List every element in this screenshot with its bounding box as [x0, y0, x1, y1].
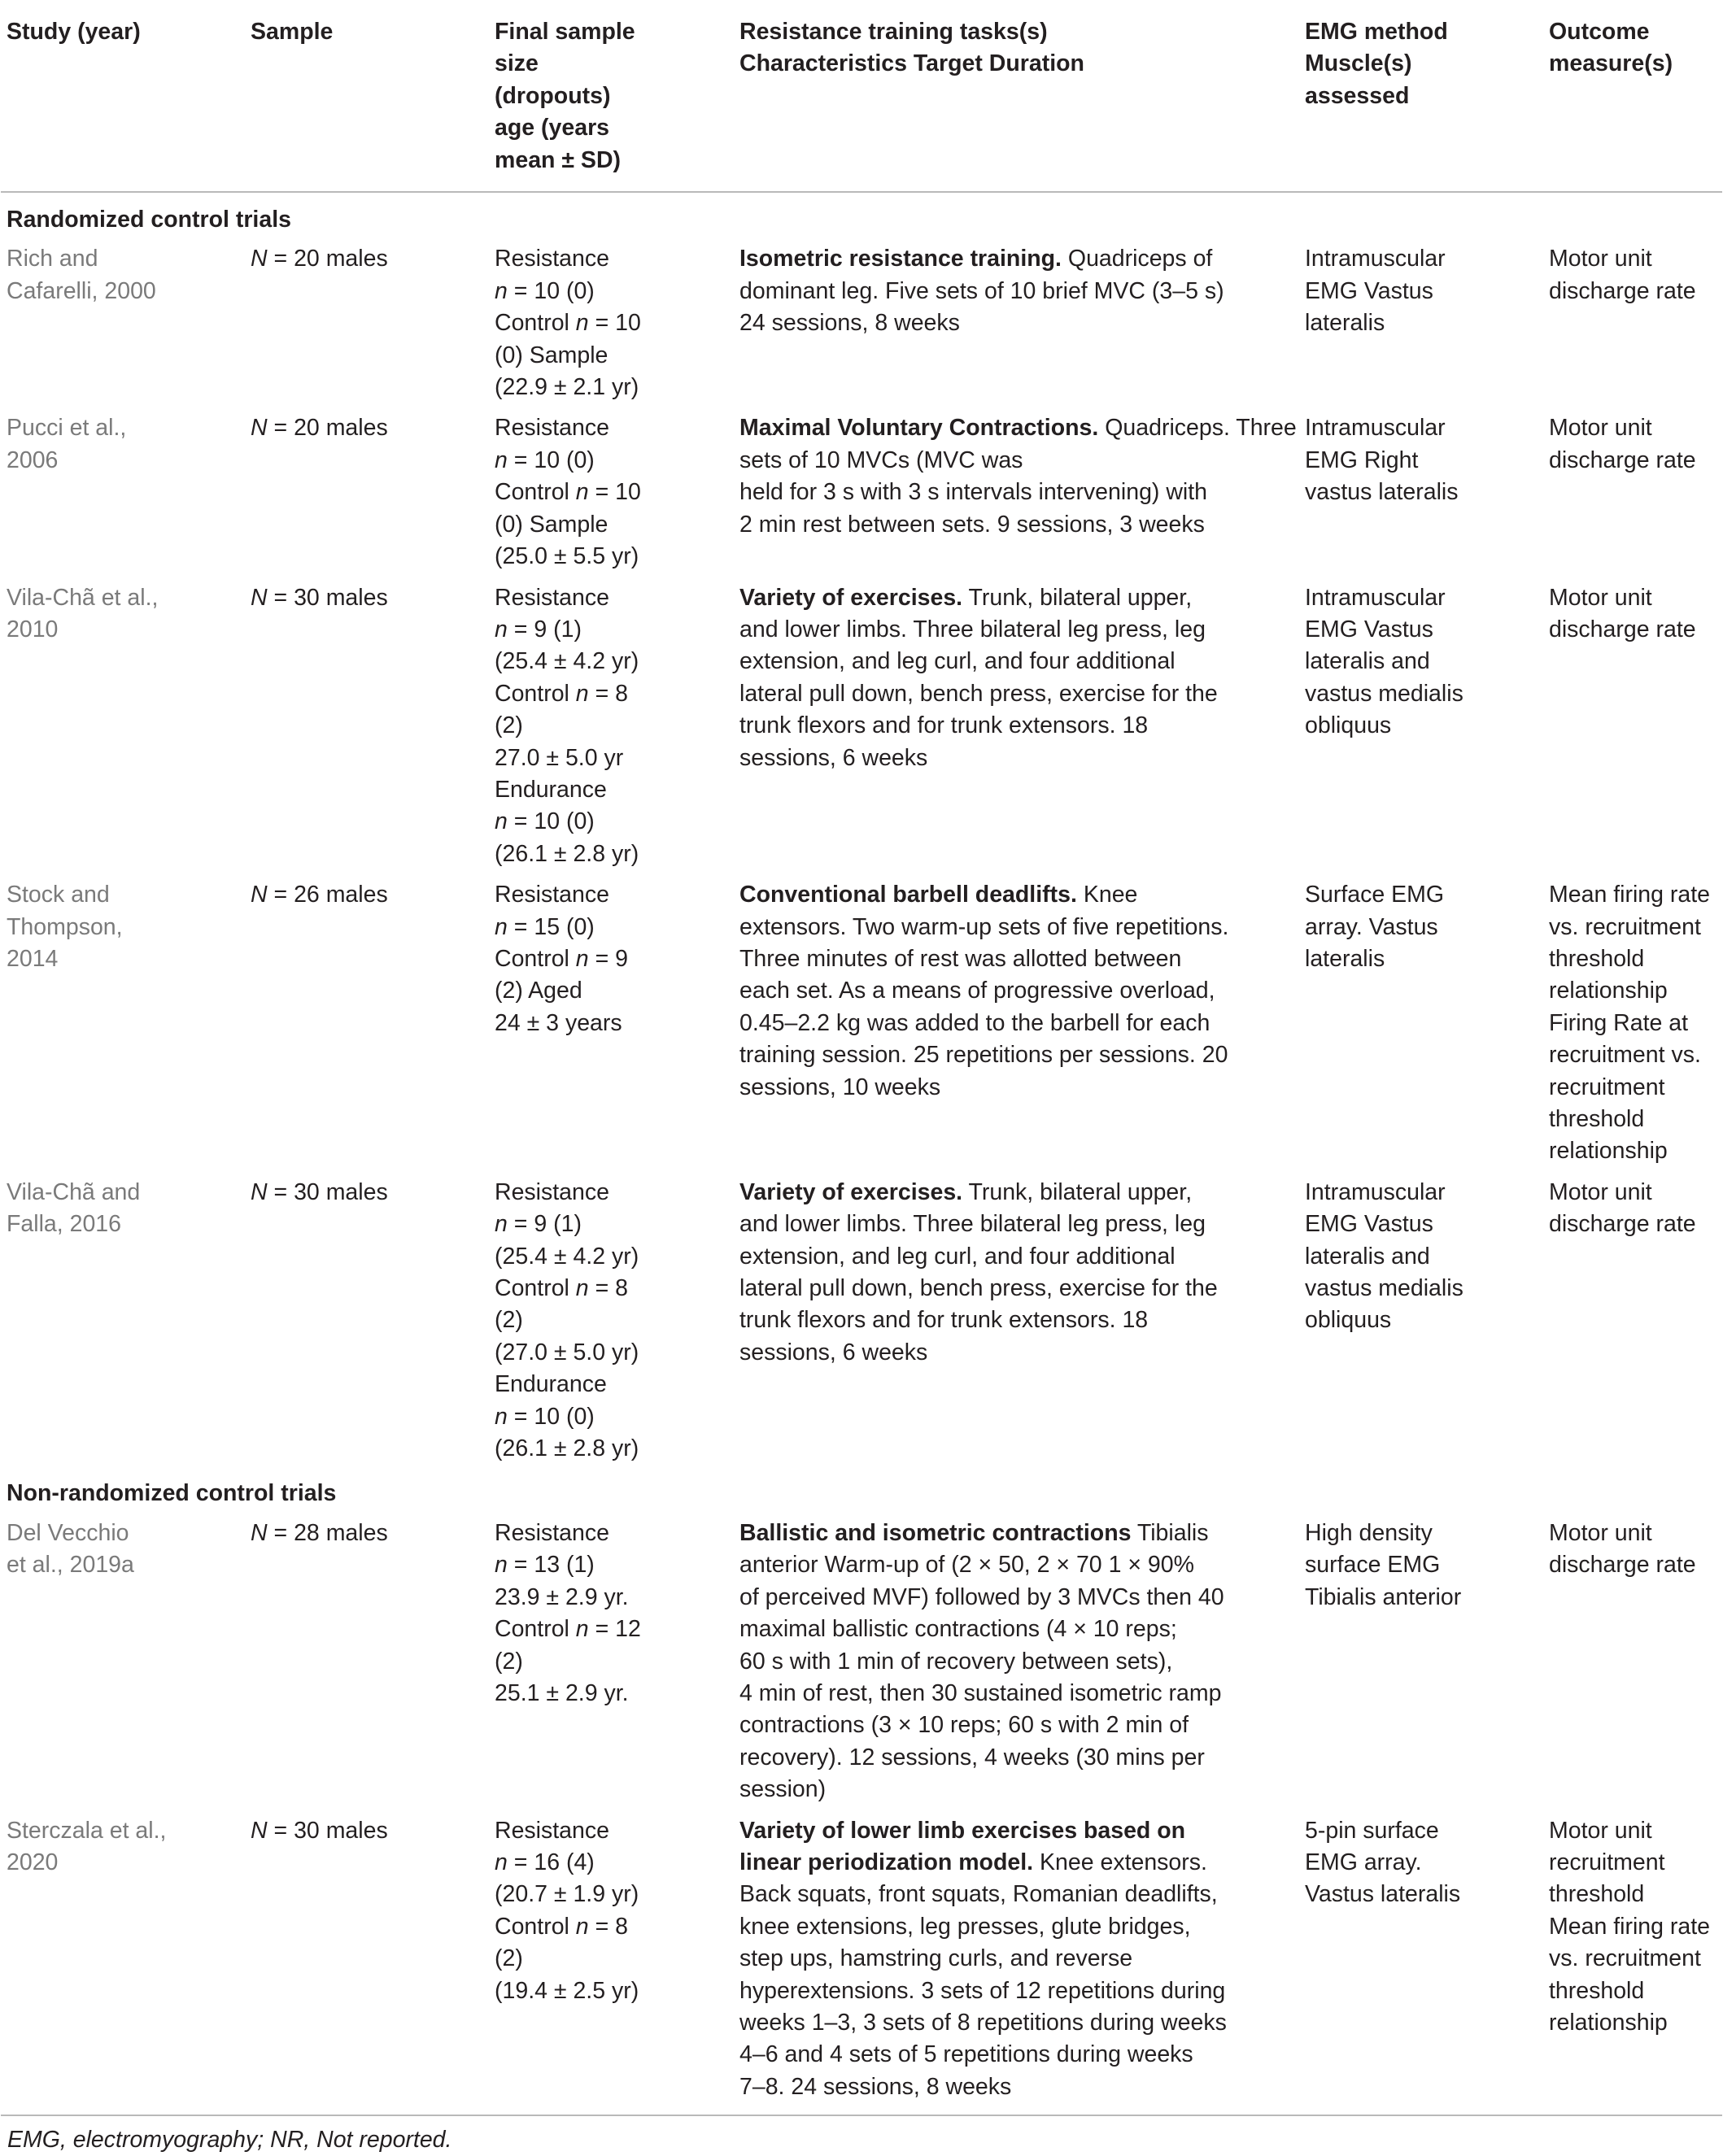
final-sample-line: Resistance — [495, 882, 609, 908]
study-cell — [1, 872, 245, 1169]
task-line: and lower limbs. Three bilateral leg press, leg — [739, 1211, 1206, 1238]
tasks-cell — [734, 872, 1299, 1169]
outcome-line: vs. recruitment — [1549, 1945, 1701, 1972]
header-line: Final sample — [495, 19, 635, 45]
final-sample-line: Control n = 8 — [495, 1275, 628, 1302]
sample-value: N = 26 males — [251, 882, 388, 908]
final-sample-line: n = 13 (1) — [495, 1552, 595, 1579]
task-line: hyperextensions. 3 sets of 12 repetitions during — [739, 1977, 1226, 2004]
task-line: training session. 25 repetitions per sessions. 20 — [739, 1042, 1228, 1069]
task-line: Knee extensors. — [1039, 1849, 1207, 1875]
task-title: Variety of exercises. — [739, 584, 963, 611]
task-line: Knee — [1083, 882, 1138, 908]
header-emg — [1299, 0, 1543, 192]
final-sample-line: Control n = 10 — [495, 479, 641, 506]
task-line: and lower limbs. Three bilateral leg press, leg — [739, 616, 1206, 642]
task-line: dominant leg. Five sets of 10 brief MVC (3–5 s) — [739, 277, 1224, 304]
outcome-line: Motor unit — [1549, 584, 1652, 611]
section-row — [1, 192, 1722, 236]
outcome-line: discharge rate — [1549, 1552, 1696, 1579]
sample-cell — [245, 1169, 489, 1467]
final-sample-line: (20.7 ± 1.9 yr) — [495, 1881, 639, 1908]
final-sample-line: Endurance — [495, 1371, 607, 1398]
final-sample-line: Control n = 12 — [495, 1616, 641, 1643]
emg-line: lateralis and — [1305, 648, 1430, 675]
header-line: Characteristics Target Duration — [739, 50, 1084, 77]
header-study: Study (year) — [7, 19, 141, 45]
header-tasks — [734, 0, 1299, 192]
final-sample-cell — [489, 1169, 734, 1467]
header-sample: Sample — [251, 19, 334, 45]
emg-line: lateralis — [1305, 945, 1385, 972]
task-line: Tibialis — [1136, 1519, 1209, 1546]
task-line: weeks 1–3, 3 sets of 8 repetitions during weeks — [739, 2009, 1227, 2036]
study-line: 2014 — [7, 945, 59, 972]
outcome-cell — [1543, 872, 1722, 1169]
table-row — [1, 405, 1722, 574]
task-line: Three minutes of rest was allotted between — [739, 945, 1182, 972]
emg-line: Tibialis anterior — [1305, 1583, 1462, 1610]
task-line: sessions, 6 weeks — [739, 744, 928, 771]
outcome-line: threshold — [1549, 945, 1645, 972]
task-title: Isometric resistance training. — [739, 246, 1062, 272]
outcome-line: relationship — [1549, 2009, 1668, 2036]
table-row — [1, 575, 1722, 873]
emg-line: EMG Vastus — [1305, 277, 1433, 304]
study-cell — [1, 405, 245, 574]
study-table-container — [1, 0, 1722, 2156]
final-sample-cell — [489, 575, 734, 873]
task-line: 2 min rest between sets. 9 sessions, 3 weeks — [739, 511, 1205, 538]
header-line: Resistance training tasks(s) — [739, 19, 1048, 45]
final-sample-cell — [489, 1808, 734, 2116]
section-title: Non-randomized control trials — [7, 1480, 337, 1507]
task-line: lateral pull down, bench press, exercise for the — [739, 1275, 1218, 1302]
emg-line: vastus medialis — [1305, 680, 1463, 707]
task-line: extensors. Two warm-up sets of five repetitions. — [739, 913, 1229, 940]
study-line: Pucci et al., — [7, 415, 127, 442]
emg-cell — [1299, 1510, 1543, 1808]
task-line: recovery). 12 sessions, 4 weeks (30 mins per — [739, 1744, 1205, 1771]
outcome-cell — [1543, 575, 1722, 873]
emg-line: array. Vastus — [1305, 913, 1438, 940]
task-line: Trunk, bilateral upper, — [968, 1178, 1193, 1205]
outcome-line: vs. recruitment — [1549, 913, 1701, 940]
outcome-line: discharge rate — [1549, 446, 1696, 473]
emg-line: EMG array. — [1305, 1849, 1422, 1875]
emg-cell — [1299, 1169, 1543, 1467]
final-sample-line: 25.1 ± 2.9 yr. — [495, 1679, 629, 1706]
study-line: Stock and — [7, 882, 110, 908]
outcome-line: discharge rate — [1549, 616, 1696, 642]
task-line: lateral pull down, bench press, exercise for the — [739, 680, 1218, 707]
task-title-cont: linear periodization model. — [739, 1849, 1034, 1875]
task-line: 4–6 and 4 sets of 5 repetitions during weeks — [739, 2041, 1193, 2068]
final-sample-line: (19.4 ± 2.5 yr) — [495, 1977, 639, 2004]
task-line: sessions, 6 weeks — [739, 1339, 928, 1365]
study-characteristics-table — [1, 0, 1722, 2116]
task-line: step ups, hamstring curls, and reverse — [739, 1945, 1133, 1972]
final-sample-line: Resistance — [495, 1519, 609, 1546]
outcome-line: Firing Rate at — [1549, 1009, 1689, 1036]
final-sample-line: (0) Sample — [495, 342, 609, 368]
task-line: contractions (3 × 10 reps; 60 s with 2 min of — [739, 1712, 1189, 1739]
emg-line: obliquus — [1305, 712, 1392, 739]
task-line: Quadriceps. Three sets of 10 MVCs (MVC was — [739, 415, 1297, 473]
tasks-cell — [734, 575, 1299, 873]
final-sample-line: (25.4 ± 4.2 yr) — [495, 1243, 639, 1270]
final-sample-line: (2) — [495, 1945, 523, 1972]
outcome-line: Motor unit — [1549, 415, 1652, 442]
final-sample-line: Control n = 8 — [495, 680, 628, 707]
task-title: Conventional barbell deadlifts. — [739, 882, 1077, 908]
outcome-line: discharge rate — [1549, 277, 1696, 304]
task-line: Trunk, bilateral upper, — [968, 584, 1193, 611]
task-line: knee extensions, leg presses, glute bridges, — [739, 1913, 1191, 1940]
outcome-line: threshold — [1549, 1106, 1645, 1132]
study-cell — [1, 1510, 245, 1808]
emg-line: Intramuscular — [1305, 246, 1446, 272]
final-sample-line: (22.9 ± 2.1 yr) — [495, 374, 639, 401]
header-line: measure(s) — [1549, 50, 1673, 77]
task-line: extension, and leg curl, and four additional — [739, 1243, 1176, 1270]
outcome-cell — [1543, 1808, 1722, 2116]
sample-value: N = 28 males — [251, 1519, 388, 1546]
emg-cell — [1299, 575, 1543, 873]
task-line: held for 3 s with 3 s intervals intervening) with — [739, 479, 1208, 506]
final-sample-line: n = 10 (0) — [495, 808, 595, 835]
emg-cell — [1299, 1808, 1543, 2116]
sample-value: N = 30 males — [251, 1178, 388, 1205]
sample-value: N = 30 males — [251, 584, 388, 611]
table-row — [1, 236, 1722, 405]
final-sample-line: 27.0 ± 5.0 yr — [495, 744, 624, 771]
outcome-line: discharge rate — [1549, 1211, 1696, 1238]
final-sample-line: (26.1 ± 2.8 yr) — [495, 1435, 639, 1462]
study-cell — [1, 1808, 245, 2116]
tasks-cell — [734, 1169, 1299, 1467]
table-row — [1, 1808, 1722, 2116]
table-row — [1, 872, 1722, 1169]
sample-cell — [245, 575, 489, 873]
emg-line: vastus lateralis — [1305, 479, 1459, 506]
outcome-line: relationship — [1549, 1138, 1668, 1165]
task-title: Variety of lower limb exercises based on — [739, 1817, 1186, 1844]
final-sample-line: 23.9 ± 2.9 yr. — [495, 1583, 629, 1610]
outcome-line: Mean firing rate — [1549, 1913, 1711, 1940]
final-sample-cell — [489, 405, 734, 574]
header-line: Muscle(s) — [1305, 50, 1412, 77]
outcome-line: Motor unit — [1549, 1178, 1652, 1205]
outcome-cell — [1543, 405, 1722, 574]
table-row — [1, 1169, 1722, 1467]
final-sample-line: Resistance — [495, 1817, 609, 1844]
emg-cell — [1299, 236, 1543, 405]
outcome-line: Motor unit — [1549, 1817, 1652, 1844]
final-sample-cell — [489, 1510, 734, 1808]
emg-line: surface EMG — [1305, 1552, 1441, 1579]
outcome-line: recruitment — [1549, 1849, 1665, 1875]
header-line: (dropouts) — [495, 82, 611, 109]
task-line: 24 sessions, 8 weeks — [739, 310, 960, 337]
study-line: 2020 — [7, 1849, 59, 1875]
outcome-cell — [1543, 1169, 1722, 1467]
outcome-line: relationship — [1549, 978, 1668, 1004]
study-line: Cafarelli, 2000 — [7, 277, 156, 304]
outcome-cell — [1543, 236, 1722, 405]
outcome-line: Motor unit — [1549, 1519, 1652, 1546]
sample-value: N = 20 males — [251, 246, 388, 272]
study-line: 2010 — [7, 616, 59, 642]
emg-cell — [1299, 872, 1543, 1169]
outcome-line: recruitment vs. — [1549, 1042, 1701, 1069]
task-line: Quadriceps of — [1067, 246, 1213, 272]
emg-line: Intramuscular — [1305, 1178, 1446, 1205]
final-sample-line: 24 ± 3 years — [495, 1009, 622, 1036]
emg-line: lateralis and — [1305, 1243, 1430, 1270]
emg-line: Surface EMG — [1305, 882, 1445, 908]
study-line: 2006 — [7, 446, 59, 473]
study-cell — [1, 236, 245, 405]
outcome-line: Mean firing rate — [1549, 882, 1711, 908]
final-sample-line: n = 9 (1) — [495, 616, 582, 642]
final-sample-line: n = 10 (0) — [495, 446, 595, 473]
header-line: mean ± SD) — [495, 146, 622, 173]
task-line: maximal ballistic contractions (4 × 10 reps; — [739, 1616, 1177, 1643]
section-row — [1, 1466, 1722, 1509]
sample-value: N = 20 males — [251, 415, 388, 442]
final-sample-line: Control n = 8 — [495, 1913, 628, 1940]
sample-cell — [245, 236, 489, 405]
final-sample-line: (26.1 ± 2.8 yr) — [495, 840, 639, 867]
emg-line: High density — [1305, 1519, 1433, 1546]
emg-line: EMG Vastus — [1305, 1211, 1433, 1238]
study-line: Vila-Chã and — [7, 1178, 141, 1205]
study-line: Del Vecchio — [7, 1519, 129, 1546]
header-final-sample — [489, 0, 734, 192]
final-sample-line: (25.4 ± 4.2 yr) — [495, 648, 639, 675]
task-title: Maximal Voluntary Contractions. — [739, 415, 1099, 442]
study-line: et al., 2019a — [7, 1552, 134, 1579]
outcome-line: threshold — [1549, 1977, 1645, 2004]
table-footnote: EMG, electromyography; NR, Not reported. — [7, 2127, 452, 2154]
tasks-cell — [734, 405, 1299, 574]
study-line: Thompson, — [7, 913, 123, 940]
tasks-cell — [734, 236, 1299, 405]
task-line: Back squats, front squats, Romanian deadlifts, — [739, 1881, 1218, 1908]
final-sample-line: (2) Aged — [495, 978, 582, 1004]
header-row — [1, 0, 1722, 192]
task-line: 7–8. 24 sessions, 8 weeks — [739, 2073, 1012, 2100]
task-line: session) — [739, 1776, 827, 1803]
study-line: Falla, 2016 — [7, 1211, 122, 1238]
emg-cell — [1299, 405, 1543, 574]
emg-line: vastus medialis — [1305, 1275, 1463, 1302]
table-body — [1, 192, 1722, 2115]
final-sample-line: Endurance — [495, 776, 607, 803]
final-sample-line: n = 10 (0) — [495, 277, 595, 304]
sample-cell — [245, 1808, 489, 2116]
task-line: 4 min of rest, then 30 sustained isometric ramp — [739, 1679, 1222, 1706]
task-line: each set. As a means of progressive overload, — [739, 978, 1215, 1004]
outcome-line: Motor unit — [1549, 246, 1652, 272]
task-line: anterior Warm-up of (2 × 50, 2 × 70 1 × 90% — [739, 1552, 1194, 1579]
final-sample-line: (25.0 ± 5.5 yr) — [495, 543, 639, 570]
final-sample-line: (2) — [495, 1648, 523, 1675]
task-line: sessions, 10 weeks — [739, 1074, 941, 1100]
section-title: Randomized control trials — [7, 207, 291, 233]
final-sample-line: n = 16 (4) — [495, 1849, 595, 1875]
final-sample-line: (27.0 ± 5.0 yr) — [495, 1339, 639, 1365]
final-sample-line: n = 9 (1) — [495, 1211, 582, 1238]
header-line: Outcome — [1549, 19, 1650, 45]
outcome-line: recruitment — [1549, 1074, 1665, 1100]
sample-cell — [245, 1510, 489, 1808]
final-sample-line: Control n = 9 — [495, 945, 628, 972]
study-cell — [1, 1169, 245, 1467]
final-sample-cell — [489, 872, 734, 1169]
task-title: Variety of exercises. — [739, 1178, 963, 1205]
emg-line: Intramuscular — [1305, 584, 1446, 611]
header-line: EMG method — [1305, 19, 1448, 45]
task-line: 60 s with 1 min of recovery between sets), — [739, 1648, 1173, 1675]
tasks-cell — [734, 1510, 1299, 1808]
emg-line: Intramuscular — [1305, 415, 1446, 442]
study-line: Sterczala et al., — [7, 1817, 167, 1844]
study-cell — [1, 575, 245, 873]
table-row — [1, 1510, 1722, 1808]
task-line: trunk flexors and for trunk extensors. 18 — [739, 712, 1149, 739]
task-line: trunk flexors and for trunk extensors. 18 — [739, 1307, 1149, 1334]
task-title: Ballistic and isometric contractions — [739, 1519, 1132, 1546]
outcome-cell — [1543, 1510, 1722, 1808]
header-line: assessed — [1305, 82, 1410, 109]
header-outcome — [1543, 0, 1722, 192]
final-sample-line: Control n = 10 — [495, 310, 641, 337]
emg-line: 5-pin surface — [1305, 1817, 1439, 1844]
task-line: extension, and leg curl, and four additional — [739, 648, 1176, 675]
final-sample-line: n = 15 (0) — [495, 913, 595, 940]
final-sample-line: (2) — [495, 1307, 523, 1334]
task-line: of perceived MVF) followed by 3 MVCs then 40 — [739, 1583, 1224, 1610]
final-sample-line: Resistance — [495, 415, 609, 442]
emg-line: obliquus — [1305, 1307, 1392, 1334]
final-sample-line: (0) Sample — [495, 511, 609, 538]
final-sample-line: n = 10 (0) — [495, 1403, 595, 1430]
emg-line: lateralis — [1305, 310, 1385, 337]
final-sample-line: Resistance — [495, 1178, 609, 1205]
emg-line: EMG Vastus — [1305, 616, 1433, 642]
final-sample-line: Resistance — [495, 246, 609, 272]
header-line: age (years — [495, 115, 610, 142]
study-line: Vila-Chã et al., — [7, 584, 159, 611]
task-line: 0.45–2.2 kg was added to the barbell for each — [739, 1009, 1210, 1036]
study-line: Rich and — [7, 246, 98, 272]
tasks-cell — [734, 1808, 1299, 2116]
emg-line: EMG Right — [1305, 446, 1419, 473]
sample-value: N = 30 males — [251, 1817, 388, 1844]
header-line: size — [495, 50, 539, 77]
emg-line: Vastus lateralis — [1305, 1881, 1461, 1908]
sample-cell — [245, 872, 489, 1169]
final-sample-line: Resistance — [495, 584, 609, 611]
final-sample-line: (2) — [495, 712, 523, 739]
sample-cell — [245, 405, 489, 574]
final-sample-cell — [489, 236, 734, 405]
outcome-line: threshold — [1549, 1881, 1645, 1908]
